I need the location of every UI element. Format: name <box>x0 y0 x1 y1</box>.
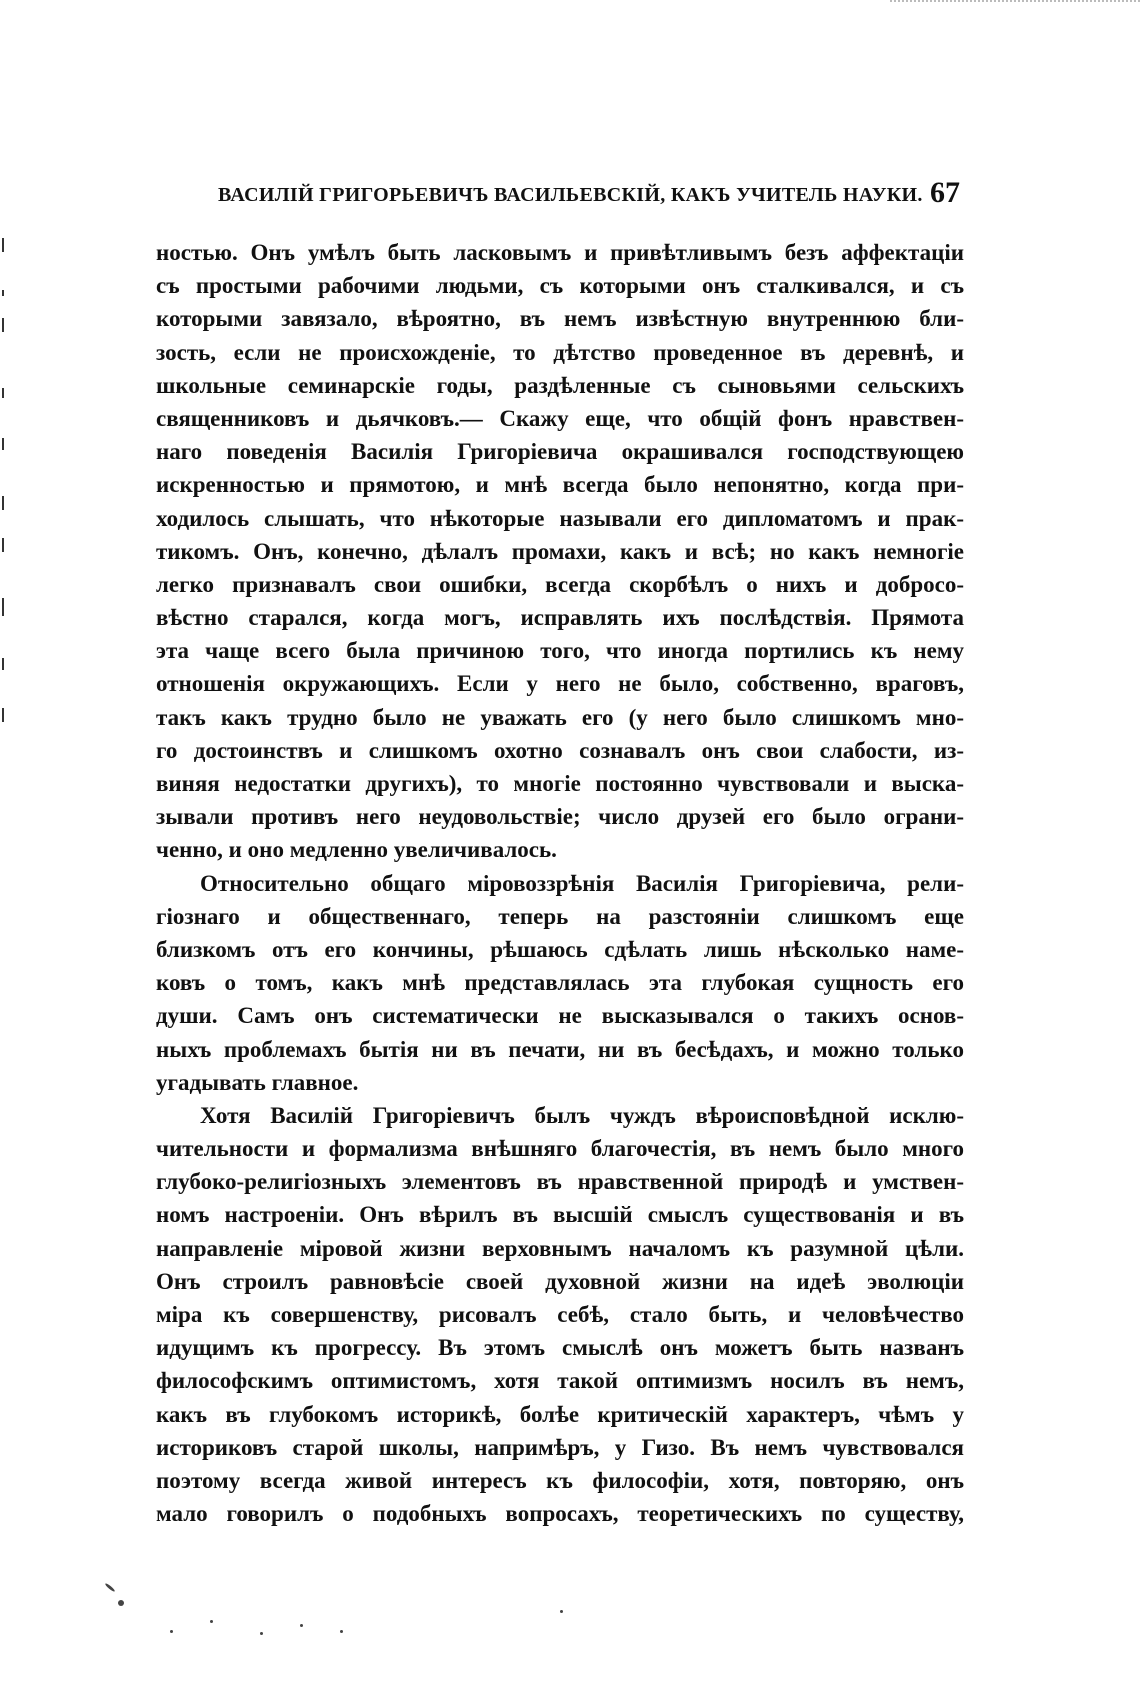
text-line: которыми завязало, вѣроятно, въ немъ извѣстную внутреннюю бли- <box>156 306 964 332</box>
text-line: гіознаго и общественнаго, теперь на разстояніи слишкомъ еще <box>156 903 964 929</box>
margin-mark <box>2 318 4 332</box>
text-line: такъ какъ трудно было не уважать его (у него было слишкомъ мно- <box>156 704 964 730</box>
scan-specks <box>100 1560 640 1670</box>
paragraph-start-line: Относительно общаго міровоззрѣнія Василія Григоріевича, рели- <box>200 870 964 896</box>
margin-mark <box>2 388 4 398</box>
margin-mark <box>2 496 4 510</box>
text-line: зывали противъ него неудовольствіе; число друзей его было ограни- <box>156 804 964 830</box>
text-line: легко признавалъ свои ошибки, всегда скорбѣлъ о нихъ и добросо- <box>156 571 964 597</box>
margin-mark <box>2 658 4 670</box>
text-line: идущимъ къ прогрессу. Въ этомъ смыслѣ онъ можетъ быть названъ <box>156 1335 964 1361</box>
page-number: 67 <box>930 176 960 209</box>
running-head: ВАСИЛІЙ ГРИГОРЬЕВИЧЪ ВАСИЛЬЕВСКІЙ, КАКЪ УЧИТЕЛЬ НАУКИ. <box>218 184 923 206</box>
text-line: души. Самъ онъ систематически не высказывался о такихъ основ- <box>156 1003 964 1029</box>
text-line: вѣстно старался, когда могъ, исправлять ихъ послѣдствія. Прямота <box>156 605 964 631</box>
speck <box>170 1630 173 1633</box>
speck <box>340 1630 343 1633</box>
margin-mark <box>2 238 4 252</box>
text-line: го достоинствъ и слишкомъ охотно сознавалъ онъ свои слабости, из- <box>156 737 964 763</box>
speck <box>260 1632 263 1635</box>
text-line: ковъ о томъ, какъ мнѣ представлялась эта глубокая сущность его <box>156 970 964 996</box>
paragraph-start-line: Хотя Василій Григоріевичъ былъ чуждъ вѣроисповѣдной исклю- <box>200 1102 964 1128</box>
text-line: отношенія окружающихъ. Если у него не было, собственно, враговъ, <box>156 671 964 697</box>
text-line: номъ настроеніи. Онъ вѣрилъ въ высшій смыслъ существованія и въ <box>156 1202 964 1228</box>
speck <box>118 1600 124 1606</box>
body-text <box>156 236 964 1530</box>
text-line: угадывать главное. <box>156 1069 359 1095</box>
text-line: чительности и формализма внѣшняго благочестія, въ немъ было много <box>156 1136 964 1162</box>
margin-mark <box>2 438 4 450</box>
margin-mark <box>2 598 4 616</box>
text-line: близкомъ отъ его кончины, рѣшаюсь сдѣлать лишь нѣсколько наме- <box>156 936 964 962</box>
text-line: ченно, и оно медленно увеличивалось. <box>156 837 557 863</box>
text-line: священниковъ и дьячковъ.— Скажу еще, что общій фонъ нравствен- <box>156 405 964 431</box>
text-line: міра къ совершенству, рисовалъ себѣ, стало быть, и человѣчество <box>156 1302 964 1327</box>
text-line: ходилось слышать, что нѣкоторые называли его дипломатомъ и прак- <box>156 505 964 531</box>
text-line: философскимъ оптимистомъ, хотя такой оптимизмъ носилъ въ немъ, <box>156 1368 964 1394</box>
left-margin-marks <box>2 238 10 758</box>
text-line: тикомъ. Онъ, конечно, дѣлалъ промахи, какъ и всѣ; но какъ немногіе <box>156 538 964 564</box>
page-header <box>218 176 960 216</box>
text-line: ностью. Онъ умѣлъ быть ласковымъ и привѣтливымъ безъ аффектаціи <box>156 240 964 265</box>
speck <box>300 1624 303 1627</box>
text-line: ныхъ проблемахъ бытія ни въ печати, ни въ бесѣдахъ, и можно только <box>156 1036 964 1062</box>
text-line: школьные семинарскіе годы, раздѣленные съ сыновьями сельскихъ <box>156 372 964 398</box>
text-line: направленіе міровой жизни верховнымъ началомъ къ разумной цѣли. <box>156 1235 964 1261</box>
speck <box>560 1610 563 1613</box>
margin-mark <box>2 538 4 552</box>
text-line: поэтому всегда живой интересъ къ философіи, хотя, повторяю, онъ <box>156 1467 964 1493</box>
top-edge-rule <box>890 0 1140 4</box>
text-line: Онъ строилъ равновѣсіе своей духовной жизни на идеѣ эволюціи <box>156 1268 964 1294</box>
margin-mark <box>2 290 4 296</box>
text-line: наго поведенія Василія Григоріевича окрашивался господствующею <box>156 439 964 465</box>
text-line: зость, если не происхожденіе, то дѣтство проведенное въ деревнѣ, и <box>156 339 964 365</box>
text-line: глубоко-религіозныхъ элементовъ въ нравственной природѣ и умствен- <box>156 1169 964 1195</box>
margin-mark <box>2 708 4 722</box>
text-line: съ простыми рабочими людьми, съ которыми онъ сталкивался, и съ <box>156 273 964 299</box>
speck <box>104 1582 115 1592</box>
text-line: историковъ старой школы, напримѣръ, у Гизо. Въ немъ чувствовался <box>156 1434 964 1460</box>
text-line: какъ въ глубокомъ историкѣ, болѣе критическій характеръ, чѣмъ у <box>156 1401 964 1427</box>
text-line: виняя недостатки другихъ), то многіе постоянно чувствовали и выска- <box>156 771 964 796</box>
text-line: мало говорилъ о подобныхъ вопросахъ, теоретическихъ по существу, <box>156 1501 964 1527</box>
text-line: искренностью и прямотою, и мнѣ всегда было непонятно, когда при- <box>156 472 964 498</box>
text-line: эта чаще всего была причиною того, что иногда портились къ нему <box>156 638 964 664</box>
speck <box>210 1620 213 1623</box>
